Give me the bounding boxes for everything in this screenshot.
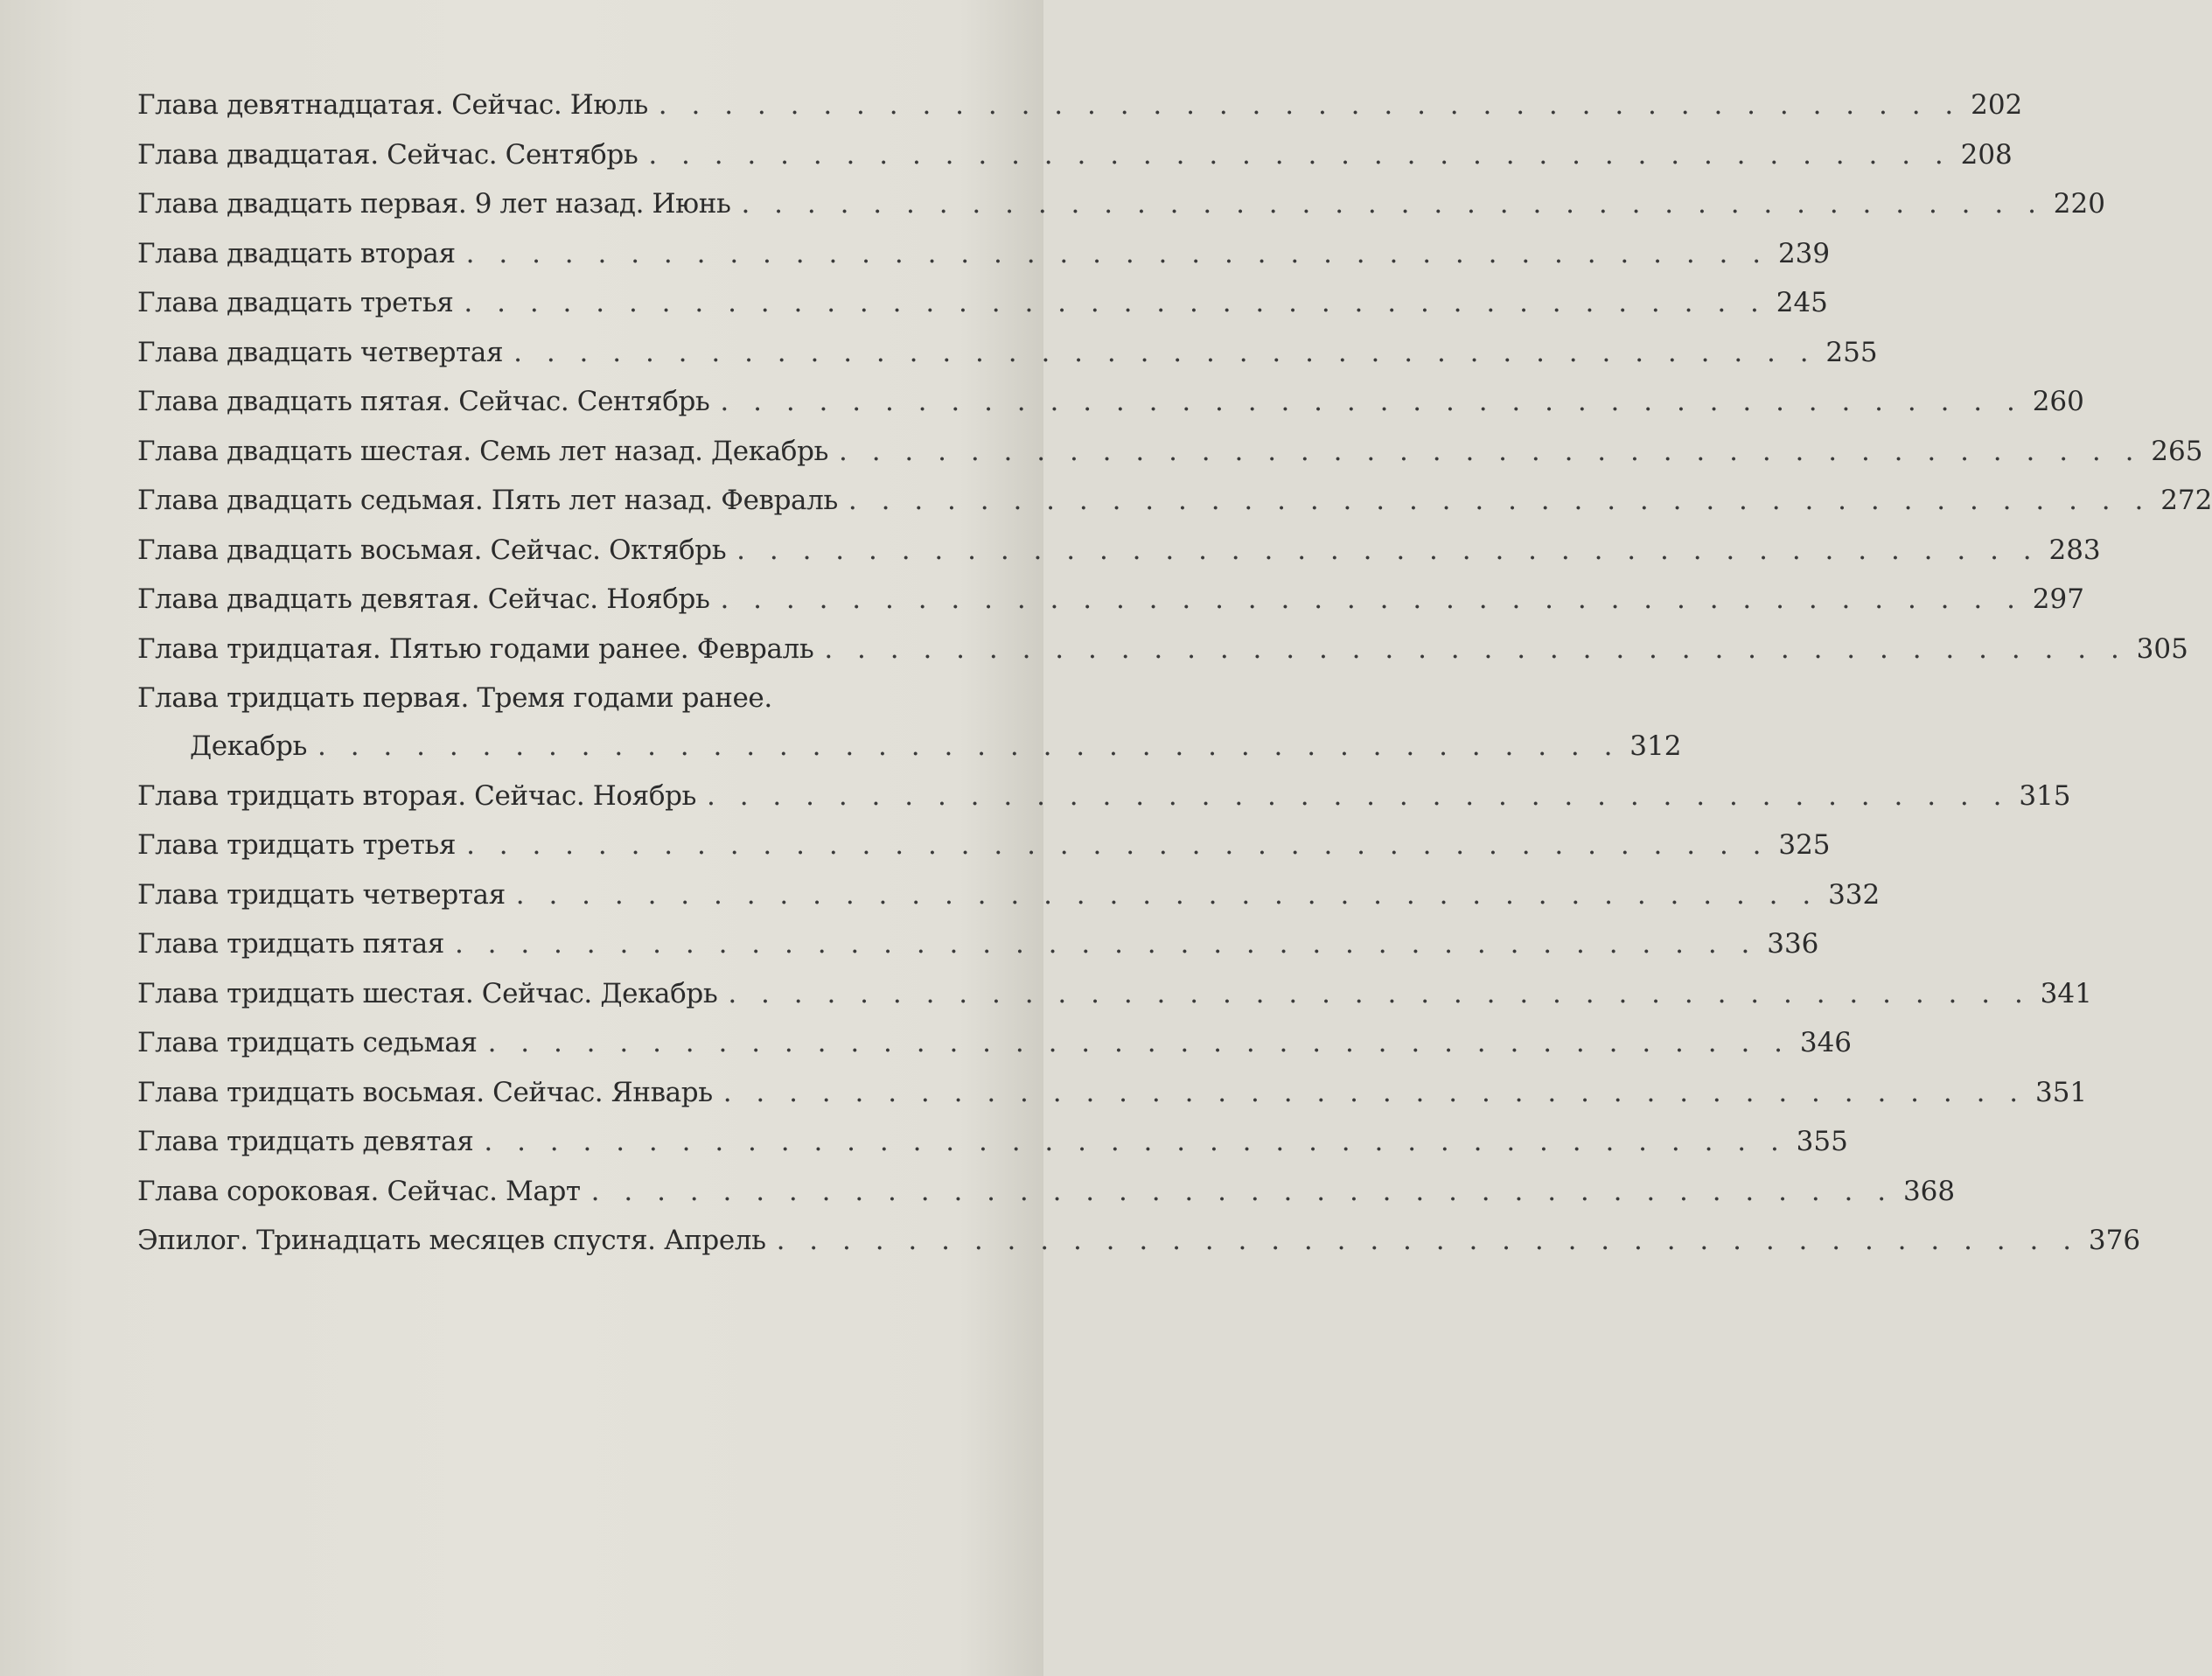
toc-entry-continuation [137, 722, 1682, 772]
chapter-title: Декабрь [190, 730, 307, 762]
page-number: 368 [1902, 1175, 1956, 1207]
dot-leader: . . . . . . . . . . . . . . . . . . . . . . . . . . . . . . . . . . . . . . . . [466, 829, 1769, 861]
dot-leader: . . . . . . . . . . . . . . . . . . . . . . . . . . . . . . . . . . . . . . . . [515, 878, 1819, 911]
dot-leader: . . . . . . . . . . . . . . . . . . . . . . . . . . . . . . . . . . . . . . . . [590, 1175, 1895, 1207]
toc-entry [137, 179, 2105, 229]
chapter-title: Глава двадцатая. Сейчас. Сентябрь [137, 138, 638, 171]
dot-leader: . . . . . . . . . . . . . . . . . . . . . . . . . . . . . . . . . . . . . . . . [465, 237, 1769, 269]
toc-entry [137, 278, 1828, 328]
chapter-title: Глава двадцать восьмая. Сейчас. Октябрь [137, 534, 727, 566]
page-number: 376 [2088, 1225, 2141, 1256]
chapter-title: Глава двадцать первая. 9 лет назад. Июнь [137, 188, 731, 220]
page-number: 305 [2136, 632, 2188, 665]
chapter-title: Глава двадцать шестая. Семь лет назад. Декабрь [137, 435, 828, 467]
chapter-title: Глава девятнадцатая. Сейчас. Июль [137, 89, 648, 121]
dot-leader: . . . . . . . . . . . . . . . . . . . . . . . . . . . . . . . . . . . . . . . . [484, 1126, 1787, 1157]
dot-leader: . . . . . . . . . . . . . . . . . . . . . . . . . . . . . . . . . . . . . . . . [707, 779, 2010, 812]
page-number: 220 [2053, 188, 2105, 220]
dot-leader: . . . . . . . . . . . . . . . . . . . . . . . . . . . . . . . . . . . . . . . . [776, 1225, 2080, 1256]
chapter-title: Глава двадцать седьмая. Пять лет назад. Февраль [137, 485, 838, 516]
toc-entry [137, 870, 1881, 920]
toc-entry [137, 1018, 1853, 1068]
chapter-title: Глава тридцать вторая. Сейчас. Ноябрь [137, 779, 697, 812]
page-number: 346 [1799, 1027, 1853, 1058]
toc-entry [137, 969, 2092, 1019]
toc-entry [137, 1216, 2141, 1266]
page-number: 315 [2019, 779, 2071, 812]
dot-leader: . . . . . . . . . . . . . . . . . . . . . . . . . . . . . . . . . . . . . . . . [464, 287, 1767, 318]
page-number: 332 [1828, 878, 1881, 911]
toc-entry [137, 526, 2101, 576]
chapter-title: Глава двадцать третья [137, 287, 454, 318]
toc-entry [137, 80, 2023, 130]
table-of-contents [137, 80, 2212, 1266]
chapter-title: Глава тридцать первая. Тремя годами ранее. [137, 682, 772, 714]
page-number: 255 [1825, 336, 1878, 368]
chapter-title: Глава тридцать третья [137, 829, 457, 861]
dot-leader: . . . . . . . . . . . . . . . . . . . . . . . . . . . . . . . . . . . . . . . . [736, 534, 2040, 566]
dot-leader: . . . . . . . . . . . . . . . . . . . . . . . . . . . . . . . . . . . . . . . . [317, 730, 1621, 762]
chapter-title: Глава тридцать шестая. Сейчас. Декабрь [137, 977, 718, 1009]
toc-entry [137, 328, 1878, 378]
toc-entry [137, 427, 2203, 477]
chapter-title: Глава тридцать седьмая [137, 1027, 478, 1058]
page-number: 325 [1778, 829, 1831, 861]
dot-leader: . . . . . . . . . . . . . . . . . . . . . . . . . . . . . . . . . . . . . . . . [728, 977, 2031, 1009]
page-number: 297 [2032, 583, 2084, 615]
page-number: 355 [1796, 1126, 1848, 1157]
dot-leader: . . . . . . . . . . . . . . . . . . . . . . . . . . . . . . . . . . . . . . . . [720, 386, 2023, 417]
toc-entry [137, 625, 2188, 674]
dot-leader: . . . . . . . . . . . . . . . . . . . . . . . . . . . . . . . . . . . . . . . . [513, 336, 1817, 368]
dot-leader: . . . . . . . . . . . . . . . . . . . . . . . . . . . . . . . . . . . . . . . . [658, 89, 1962, 121]
toc-entry [137, 1117, 1848, 1167]
page-number: 208 [1960, 138, 2013, 171]
page-number: 260 [2032, 386, 2084, 417]
page-number: 202 [1971, 89, 2023, 121]
chapter-title: Глава тридцать восьмая. Сейчас. Январь [137, 1076, 713, 1108]
chapter-title: Глава двадцать вторая [137, 237, 456, 269]
page-number: 341 [2040, 977, 2092, 1009]
toc-entry [137, 130, 2013, 180]
chapter-title: Глава двадцать девятая. Сейчас. Ноябрь [137, 583, 710, 615]
dot-leader: . . . . . . . . . . . . . . . . . . . . . . . . . . . . . . . . . . . . . . . . [720, 583, 2023, 615]
page-number: 239 [1777, 237, 1831, 269]
page-number: 336 [1767, 928, 1819, 960]
dot-leader: . . . . . . . . . . . . . . . . . . . . . . . . . . . . . . . . . . . . . . . . [648, 138, 1951, 171]
toc-entry [137, 772, 2071, 821]
toc-entry [137, 476, 2212, 526]
chapter-title: Глава тридцать пятая [137, 928, 444, 960]
dot-leader: . . . . . . . . . . . . . . . . . . . . . . . . . . . . . . . . . . . . . . . . [722, 1076, 2027, 1108]
chapter-title: Глава тридцать девятая [137, 1126, 474, 1157]
dot-leader: . . . . . . . . . . . . . . . . . . . . . . . . . . . . . . . . . . . . . . . . [848, 485, 2152, 516]
dot-leader: . . . . . . . . . . . . . . . . . . . . . . . . . . . . . . . . . . . . . . . . [741, 188, 2044, 220]
dot-leader: . . . . . . . . . . . . . . . . . . . . . . . . . . . . . . . . . . . . . . . . [839, 435, 2142, 467]
page-number: 245 [1776, 287, 1828, 318]
chapter-title: Глава сороковая. Сейчас. Март [137, 1175, 581, 1207]
page-number: 283 [2048, 534, 2101, 566]
toc-entry [137, 1167, 1956, 1217]
toc-entry-heading [137, 674, 1006, 722]
toc-entry [137, 377, 2084, 427]
toc-entry [137, 575, 2084, 625]
dot-leader: . . . . . . . . . . . . . . . . . . . . . . . . . . . . . . . . . . . . . . . . [487, 1027, 1791, 1058]
page-number: 312 [1629, 730, 1682, 762]
page-number: 272 [2160, 485, 2212, 516]
toc-entry [137, 919, 1819, 969]
chapter-title: Глава двадцать пятая. Сейчас. Сентябрь [137, 386, 710, 417]
toc-entry [137, 821, 1831, 870]
chapter-title: Глава тридцать четвертая [137, 878, 506, 911]
dot-leader: . . . . . . . . . . . . . . . . . . . . . . . . . . . . . . . . . . . . . . . . [824, 632, 2127, 665]
chapter-title: Эпилог. Тринадцать месяцев спустя. Апрель [137, 1225, 766, 1256]
dot-leader: . . . . . . . . . . . . . . . . . . . . . . . . . . . . . . . . . . . . . . . . [454, 928, 1758, 960]
chapter-title: Глава тридцатая. Пятью годами ранее. Февраль [137, 632, 814, 665]
toc-entry [137, 1068, 2088, 1118]
chapter-title: Глава двадцать четвертая [137, 336, 504, 368]
page-number: 351 [2034, 1076, 2088, 1108]
toc-entry [137, 229, 1831, 279]
page-number: 265 [2151, 435, 2203, 467]
